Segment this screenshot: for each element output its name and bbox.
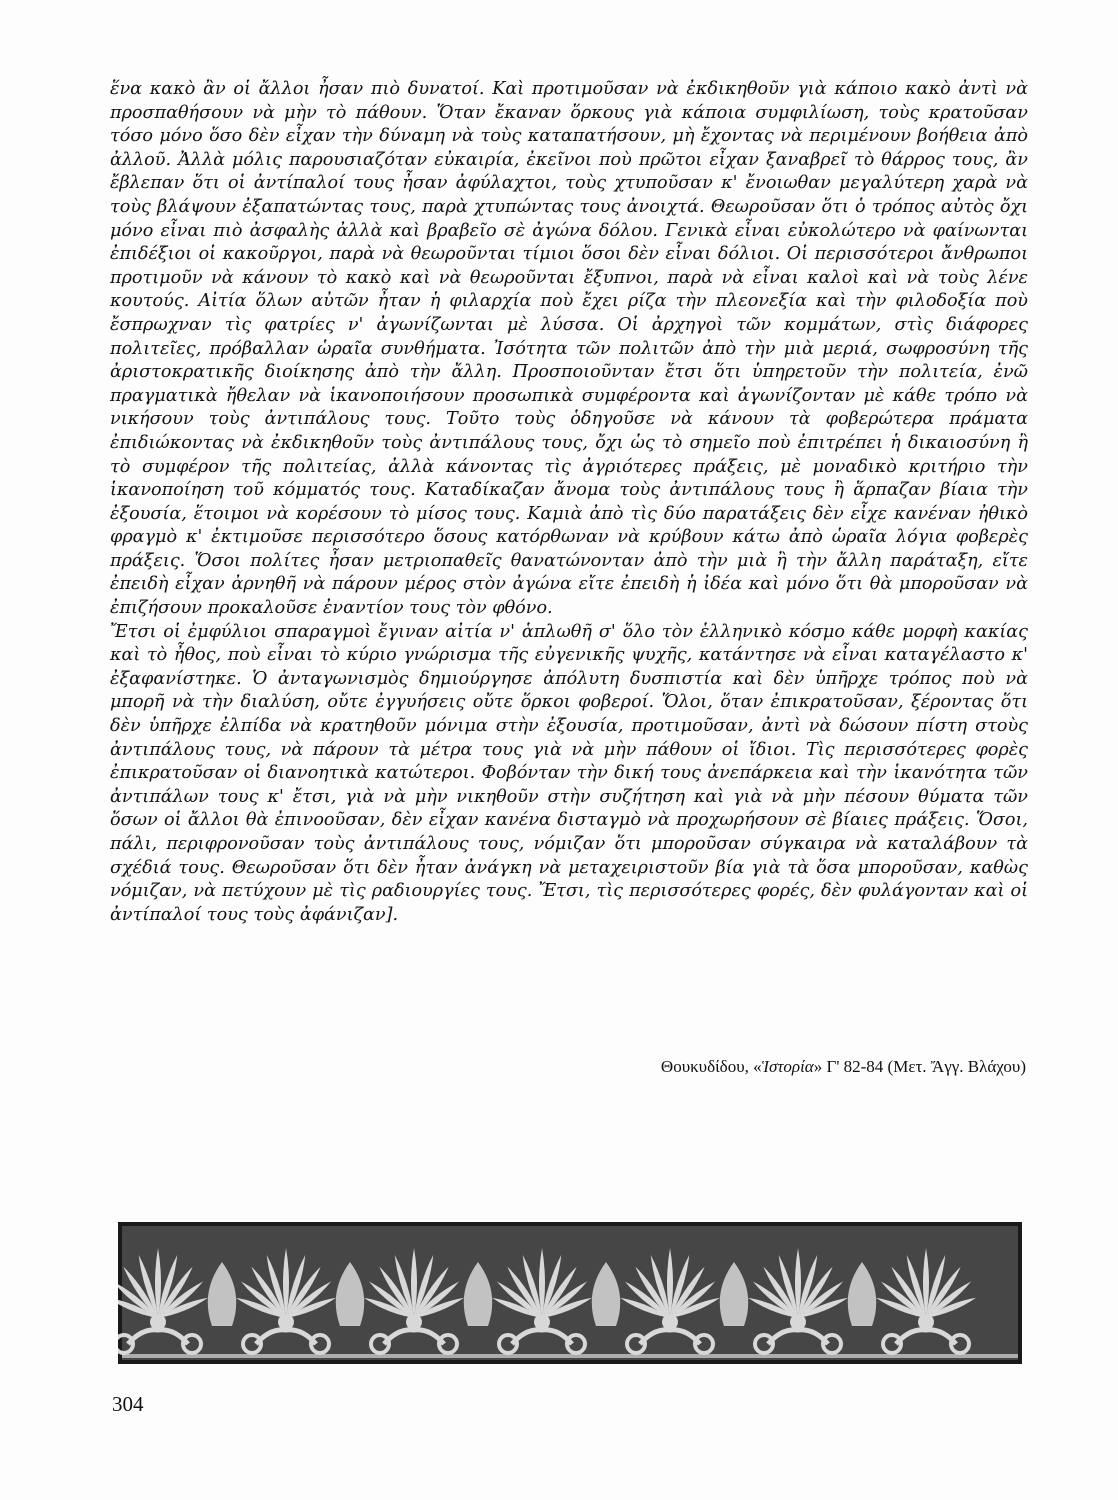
main-text — [110, 78, 1028, 927]
paragraph-1: ἕνα κακὸ ἂν οἱ ἄλλοι ἦσαν πιὸ δυνατοί. Καὶ προτιμοῦσαν νὰ ἐκδικηθοῦν γιὰ κάποιο κακὸ ἀντὶ νὰ προσπαθήσουν νὰ μὴν τὸ πάθουν. Ὅταν ἔκαναν ὅρκους γιὰ κάποια συμφιλίωση, τοὺς κρατοῦσαν τόσο μόνο ὅσο δὲν εἶχαν τὴν δύναμη νὰ τοὺς καταπατήσουν, μὴ ἔχοντας νὰ περιμένουν βοήθεια ἀπὸ ἀλλοῦ. Ἀλλὰ μόλις παρουσιαζόταν εὐκαιρία, ἐκεῖνοι ποὺ πρῶτοι εἶχαν ξαναβρεῖ τὸ θάρρος τους, ἂν ἔβλεπαν ὅτι οἱ ἀντίπαλοί τους ἦσαν ἀφύλαχτοι, τοὺς χτυποῦσαν κ' ἔνοιωθαν μεγαλύτερη χαρὰ νὰ τοὺς βλάψουν ἐξαπατώντας τους, παρὰ χτυπώντας τους ἀνοιχτά. Θεωροῦσαν ὅτι ὁ τρόπος αὐτὸς ὄχι μόνο εἶναι πιὸ ἀσφαλὴς ἀλλὰ καὶ βραβεῖο σὲ ἀγώνα δόλου. Γενικὰ εἶναι εὐκολώτερο νὰ φαίνωνται ἐπιδέξιοι οἱ κακοῦργοι, παρὰ νὰ θεωροῦνται τίμιοι ὅσοι δὲν εἶναι δόλιοι. Οἱ περισσότεροι ἄνθρωποι προτιμοῦν νὰ κάνουν τὸ κακὸ καὶ νὰ θεωροῦνται ἔξυπνοι, παρὰ νὰ εἶναι καλοὶ καὶ νὰ τοὺς λένε κουτούς. Αἰτία ὅλων αὐτῶν ἦταν ἡ φιλαρχία ποὺ ἔχει ρίζα τὴν πλεονεξία καὶ τὴν φιλοδοξία ποὺ ἔσπρωχναν τὶς φατρίες ν' ἀγωνίζωνται μὲ λύσσα. Οἱ ἀρχηγοὶ τῶν κομμάτων, στὶς διάφορες πολιτεῖες, πρόβαλλαν ὡραῖα συνθήματα. Ἰσότητα τῶν πολιτῶν ἀπὸ τὴν μιὰ μεριά, σωφροσύνη τῆς ἀριστοκρατικῆς διοίκησης ἀπὸ τὴν ἄλλη. Προσποιοῦνταν ἔτσι ὅτι ὑπηρετοῦν τὴν πολιτεία, ἐνῶ πραγματικὰ ἤθελαν νὰ ἱκανοποιήσουν προσωπικὰ συμφέροντα καὶ ἀγωνίζονταν μὲ κάθε τρόπο νὰ νικήσουν τοὺς ἀντιπάλους τους. Τοῦτο τοὺς ὁδηγοῦσε νὰ κάνουν τὰ φοβερώτερα πράματα ἐπιδιώκοντας νὰ ἐκδικηθοῦν τοὺς ἀντιπάλους τους, ὄχι ὡς τὸ σημεῖο ποὺ ἐπιτρέπει ἡ δικαιοσύνη ἢ τὸ συμφέρον τῆς πολιτείας, ἀλλὰ κάνοντας τὶς ἀγριότερες πράξεις, μὲ μοναδικὸ κριτήριο τὴν ἱκανοποίηση τοῦ κόμματός τους. Καταδίκαζαν ἄνομα τοὺς ἀντιπάλους τους ἢ ἅρπαζαν βίαια τὴν ἐξουσία, ἕτοιμοι νὰ κορέσουν τὸ μίσος τους. Καμιὰ ἀπὸ τὶς δύο παρατάξεις δὲν εἶχε κανέναν ἠθικὸ φραγμὸ κ' ἐκτιμοῦσε περισσότερο ὅσους κατόρθωναν νὰ κρύβουν κάτω ἀπὸ ὡραῖα λόγια φοβερὲς πράξεις. Ὅσοι πολίτες ἦσαν μετριοπαθεῖς θανατώνονταν ἀπὸ τὴν μιὰ ἢ τὴν ἄλλη παράταξη, εἴτε ἐπειδὴ εἶχαν ἀρνηθῆ νὰ πάρουν μέρος στὸν ἀγώνα εἴτε ἐπειδὴ ἡ ἰδέα καὶ μόνο ὅτι θὰ μποροῦσαν νὰ ἐπιζήσουν προκαλοῦσε ἐναντίον τους τὸν φθόνο. — [110, 79, 1028, 619]
source-reference: » Γ' 82-84 (Μετ. Ἄγγ. Βλάχου) — [813, 1057, 1026, 1076]
source-work: Ἱστορία — [761, 1057, 814, 1076]
paragraph-2: Ἔτσι οἱ ἐμφύλιοι σπαραγμοὶ ἔγιναν αἰτία ν' ἁπλωθῆ σ' ὅλο τὸν ἑλληνικὸ κόσμο κάθε μορφὴ κακίας καὶ τὸ ἦθος, ποὺ εἶναι τὸ κύριο γνώρισμα τῆς εὐγενικῆς ψυχῆς, κατάντησε νὰ εἶναι καταγέλαστο κ' ἐξαφανίστηκε. Ὁ ἀνταγωνισμὸς δημιούργησε ἀπόλυτη δυσπιστία καὶ δὲν ὑπῆρχε τρόπος ποὺ νὰ μπορῆ νὰ τὴν διαλύση, οὔτε ἐγγυήσεις οὔτε ὅρκοι φοβεροί. Ὅλοι, ὅταν ἐπικρατοῦσαν, ξέροντας ὅτι δὲν ὑπῆρχε ἐλπίδα νὰ κρατηθοῦν μόνιμα στὴν ἐξουσία, προτιμοῦσαν, ἀντὶ νὰ δώσουν πίστη στοὺς ἀντιπάλους τους, νὰ πάρουν τὰ μέτρα τους γιὰ νὰ μὴν πάθουν οἱ ἴδιοι. Τὶς περισσότερες φορὲς ἐπικρατοῦσαν οἱ διανοητικὰ κατώτεροι. Φοβόνταν τὴν δική τους ἀνεπάρκεια καὶ τὴν ἱκανότητα τῶν ἀντιπάλων τους κ' ἔτσι, γιὰ νὰ μὴν νικηθοῦν στὴν συζήτηση καὶ γιὰ νὰ μὴν πέσουν θύματα τῶν ὅσων οἱ ἄλλοι θὰ ἐπινοοῦσαν, δὲν εἶχαν κανένα δισταγμὸ νὰ προχωρήσουν σὲ βίαιες πράξεις. Ὅσοι, πάλι, περιφρονοῦσαν τοὺς ἀντιπάλους τους, νόμιζαν ὅτι μποροῦσαν σύγκαιρα νὰ καταλάβουν τὰ σχέδιά τους. Θεωροῦσαν ὅτι δὲν ἦταν ἀνάγκη νὰ μεταχειριστοῦν βία γιὰ τὰ ὅσα μποροῦσαν, καθὼς νόμιζαν, νὰ πετύχουν μὲ τὶς ραδιουργίες τους. Ἔτσι, τὶς περισσότερες φορές, δὲν φυλάγονταν καὶ οἱ ἀντίπαλοί τους τοὺς ἀφάνιζαν]. — [110, 621, 1028, 925]
page-number: 304 — [112, 1392, 144, 1416]
palmette-frieze-image — [118, 1222, 1022, 1364]
palmette-frieze-drawing — [118, 1222, 1022, 1364]
source-citation — [661, 1057, 1026, 1077]
source-author: Θουκυδίδου, « — [660, 1057, 762, 1076]
